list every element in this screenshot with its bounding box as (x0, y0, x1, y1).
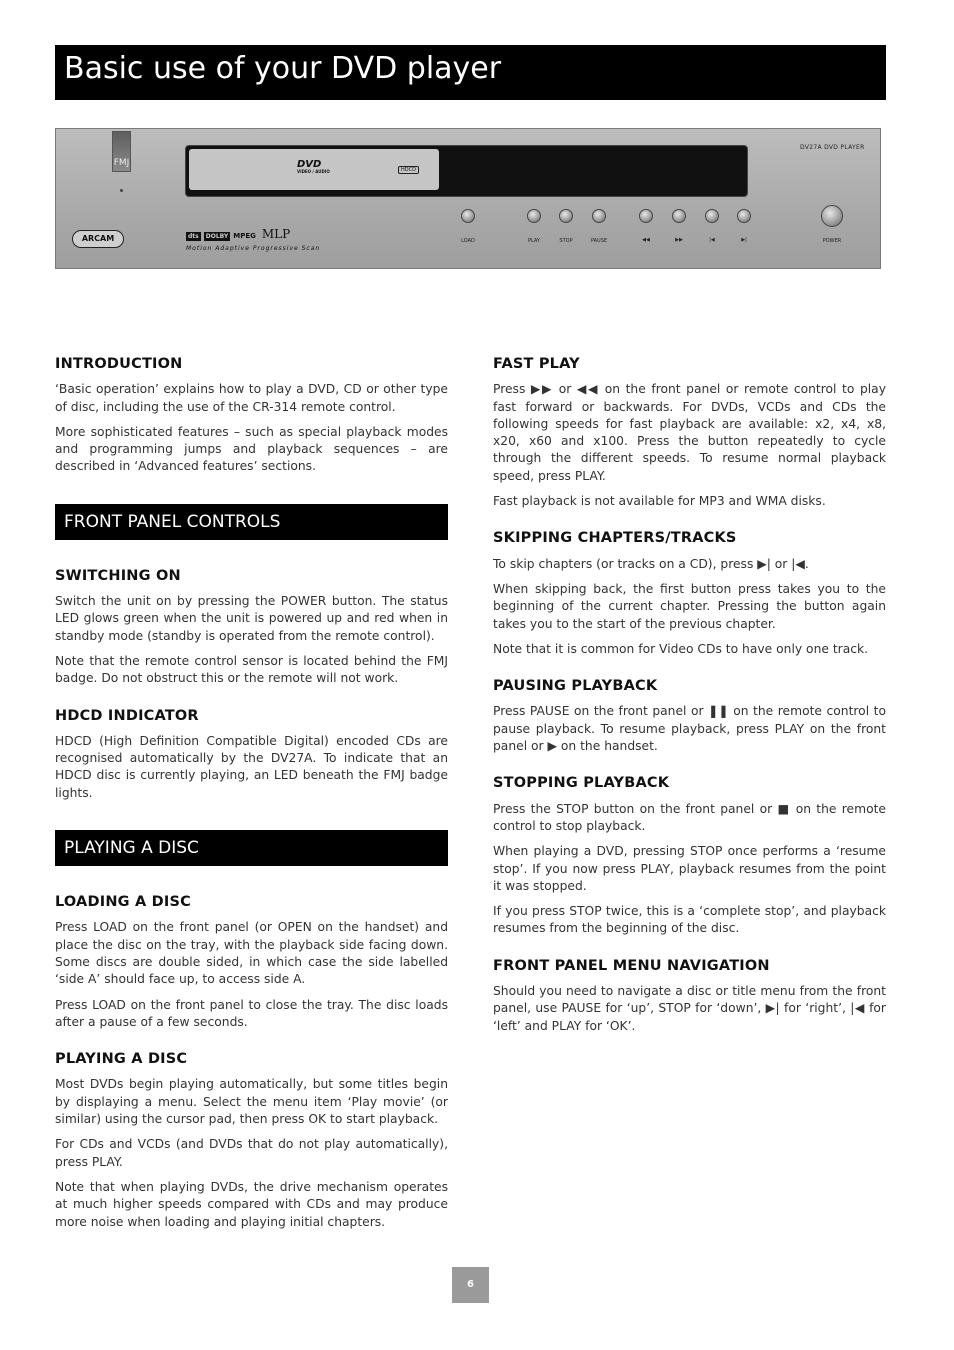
page-title: Basic use of your DVD player (55, 45, 886, 100)
stopping-paragraph: When playing a DVD, pressing STOP once performs a ‘resume stop’. If you now press PLAY, playback resumes from the point it was stopped. (493, 844, 886, 893)
menu-navigation-paragraph: Should you need to navigate a disc or title menu from the front panel, use PAUSE for ‘up’, STOP for ‘down’, ▶| for ‘right’, |◀ for ‘left’ and PLAY for ‘OK’. (493, 984, 886, 1033)
stop-label: STOP (559, 238, 573, 244)
skip-forward-button (737, 209, 751, 223)
stopping-paragraph: Press the STOP button on the front panel or ■ on the remote control to stop playback. (493, 801, 886, 833)
intro-paragraph: ‘Basic operation’ explains how to play a DVD, CD or other type of disc, including the use of the CR-314 remote control. (55, 382, 448, 414)
skip-forward-label: ▶| (741, 237, 747, 243)
switching-paragraph: Switch the unit on by pressing the POWER button. The status LED glows green when the unit is powered up and red when in standby mode (standby is operated from the remote control). (55, 594, 448, 643)
dvd-player-front-panel-illustration (55, 128, 881, 269)
fast-play-paragraph: Press ▶▶ or ◀◀ on the front panel or remote control to play fast forward or backwards. For DVDs, VCDs and CDs the following speeds for fast playback are available: x2, x4, x8, x20, x60 and x100. Press the button repeatedly to cycle through the different speeds. To resume normal playback speed, press PLAY. (493, 382, 886, 483)
hdcd-paragraph: HDCD (High Definition Compatible Digital) encoded CDs are recognised automatically by the DV27A. To indicate that an HDCD disc is currently playing, an LED beneath the FMJ badge lights. (55, 733, 448, 800)
introduction-heading: INTRODUCTION (55, 356, 183, 372)
loading-paragraph: Press LOAD on the front panel to close the tray. The disc loads after a pause of a few seconds. (55, 997, 448, 1029)
motion-adaptive-label: Motion Adaptive Progressive Scan (186, 245, 321, 252)
skip-back-label: |◀ (709, 237, 715, 243)
pausing-heading: PAUSING PLAYBACK (493, 678, 658, 695)
hdcd-logo: HDCD (398, 166, 419, 174)
fmj-badge: FMJ (112, 131, 131, 172)
playing-paragraph: For CDs and VCDs (and DVDs that do not play automatically), press PLAY. (55, 1137, 448, 1169)
playing-paragraph: Most DVDs begin playing automatically, but some titles begin by displaying a menu. Select the menu item ‘Play movie’ (or similar) using the cursor pad, then press OK to start playback. (55, 1077, 448, 1127)
fast-forward-button (672, 209, 686, 223)
playing-a-disc-heading: PLAYING A DISC (55, 1051, 188, 1068)
dts-logo: dts (188, 233, 199, 240)
load-button (461, 209, 475, 223)
right-column (493, 356, 886, 1043)
play-label: PLAY (527, 238, 540, 244)
switching-on-heading: SWITCHING ON (55, 567, 181, 584)
format-logos (186, 227, 316, 241)
pause-label: PAUSE (590, 238, 608, 244)
front-panel-controls-section-header: FRONT PANEL CONTROLS (55, 504, 448, 540)
model-label: DV27A DVD PLAYER (800, 144, 865, 151)
load-label: LOAD (461, 238, 475, 244)
stop-button (559, 209, 573, 223)
stopping-heading: STOPPING PLAYBACK (493, 775, 670, 792)
skip-back-button (705, 209, 719, 223)
skipping-paragraph: To skip chapters (or tracks on a CD), press ▶| or |◀. (493, 556, 809, 571)
skipping-paragraph: Note that it is common for Video CDs to have only one track. (493, 641, 869, 656)
fast-play-paragraph: Fast playback is not available for MP3 and WMA disks. (493, 494, 826, 509)
pausing-paragraph: Press PAUSE on the front panel or ❚❚ on the remote control to pause playback. To resume playback, press PLAY on the front panel or ▶ on the handset. (493, 704, 886, 754)
playing-a-disc-section-header: PLAYING A DISC (55, 830, 448, 866)
stopping-paragraph: If you press STOP twice, this is a ‘complete stop’, and playback resumes from the beginning of the disc. (493, 904, 886, 936)
power-button (821, 205, 843, 227)
arcam-logo: ARCAM (72, 230, 124, 248)
loading-a-disc-heading: LOADING A DISC (55, 894, 191, 911)
skipping-heading: SKIPPING CHAPTERS/TRACKS (493, 530, 737, 547)
switching-paragraph: Note that the remote control sensor is located behind the FMJ badge. Do not obstruct this or the remote will not work. (55, 653, 448, 686)
fast-forward-label: ▶▶ (675, 237, 683, 243)
rewind-button (639, 209, 653, 223)
power-label: POWER (822, 238, 842, 244)
skipping-paragraph: When skipping back, the first button press takes you to the beginning of the current chapter. Pressing the button again takes you to the start of the previous chapter. (493, 581, 886, 631)
mpeg-logo: MPEG (233, 232, 256, 240)
intro-paragraph: More sophisticated features – such as special playback modes and programming jumps and playback sequences – are described in ‘Advanced features’ sections. (55, 424, 448, 474)
playing-paragraph: Note that when playing DVDs, the drive mechanism operates at much higher speeds compared with CDs and may produce more noise when loading and playing initial chapters. (55, 1179, 448, 1229)
menu-navigation-heading: FRONT PANEL MENU NAVIGATION (493, 957, 770, 974)
fast-play-heading: FAST PLAY (493, 356, 580, 372)
hdcd-indicator-heading: HDCD INDICATOR (55, 707, 199, 724)
rewind-label: ◀◀ (642, 237, 650, 243)
dolby-logo: DOLBY (205, 233, 229, 240)
status-led (120, 189, 123, 192)
pause-button (592, 209, 606, 223)
dvd-logo: DVD VIDEO / AUDIO (297, 159, 330, 174)
play-button (527, 209, 541, 223)
page-number: 6 (452, 1267, 489, 1303)
loading-paragraph: Press LOAD on the front panel (or OPEN on the handset) and place the disc on the tray, with the playback side facing down. Some discs are double sided, in which case the side labelled ‘side A’ should face up, to access side A. (55, 920, 448, 987)
mlp-logo: MLP (261, 227, 291, 241)
disc-tray (189, 149, 439, 190)
left-column (55, 356, 448, 1239)
